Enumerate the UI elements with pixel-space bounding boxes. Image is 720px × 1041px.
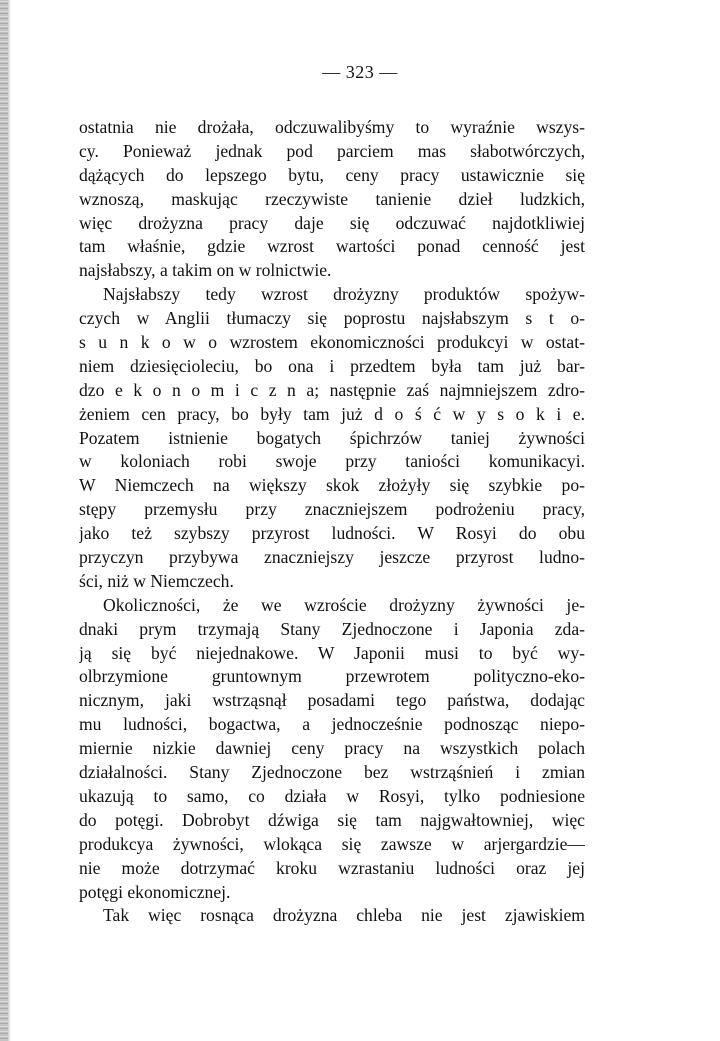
text-line: Pozatem istnienie bogatych śpichrzów taniej żywności xyxy=(79,427,585,448)
text-line: ją się być niejednakowe. W Japonii musi to być wy- xyxy=(79,642,585,663)
text-line: olbrzymione gruntownym przewrotem polityczno-eko- xyxy=(79,666,585,687)
text-line: stępy przemysłu przy znaczniejszem podrożeniu pracy, xyxy=(79,499,585,520)
text-line: czych w Anglii tłumaczy się poprostu najsłabszym s t o- xyxy=(79,308,585,329)
text-line: ostatnia nie drożała, odczuwalibyśmy to wyraźnie wszys- xyxy=(79,117,585,137)
text-line: do potęgi. Dobrobyt dźwiga się tam najgwałtowniej, więc xyxy=(79,809,585,830)
book-spine-edge xyxy=(0,0,8,1041)
text-line: produkcya żywności, wlokąca się zawsze w arjergardzie— xyxy=(79,833,585,854)
text-line: nie może dotrzymać kroku wzrastaniu ludności oraz jej xyxy=(79,857,585,878)
body-text xyxy=(79,116,585,928)
text-line: żeniem cen pracy, bo były tam już d o ś ć w y s o k i e. xyxy=(79,403,585,424)
text-line: W Niemczech na większy skok złożyły się szybkie po- xyxy=(79,475,585,496)
text-line: cy. Ponieważ jednak pod parciem mas słabotwórczych, xyxy=(79,140,585,161)
page-number: — 323 — xyxy=(322,62,398,82)
spine-shadow xyxy=(8,0,11,1041)
text-line: Najsłabszy tedy wzrost drożyzny produktów spożyw- xyxy=(103,284,585,305)
text-line: niem dziesięcioleciu, bo ona i przedtem była tam już bar- xyxy=(79,355,585,376)
text-line: przyczyn przybywa znaczniejszy jeszcze przyrost ludno- xyxy=(79,547,585,568)
text-line: wznoszą, maskując rzeczywiste tanienie dzieł ludzkich, xyxy=(79,188,585,209)
text-line: najsłabszy, a takim on w rolnictwie. xyxy=(79,260,332,281)
text-line: działalności. Stany Zjednoczone bez wstrząśnień i zmian xyxy=(79,762,585,783)
text-line: ukazują to samo, co działa w Rosyi, tylko podniesione xyxy=(79,785,585,806)
text-line: więc drożyzna pracy daje się odczuwać najdotkliwiej xyxy=(79,212,585,233)
text-line: nicznym, jaki wstrząsnął posadami tego państwa, dodając xyxy=(79,690,585,711)
text-line: Tak więc rosnąca drożyzna chleba nie jest zjawiskiem xyxy=(103,905,585,926)
text-line: miernie nizkie dawniej ceny pracy na wszystkich polach xyxy=(79,738,585,759)
text-line: dzo e k o n o m i c z n a; następnie zaś najmniejszem zdro- xyxy=(79,379,585,400)
text-line: mu ludności, bogactwa, a jednocześnie podnosząc niepo- xyxy=(79,714,585,735)
text-line: potęgi ekonomicznej. xyxy=(79,881,231,902)
text-line: Okoliczności, że we wzroście drożyzny żywności je- xyxy=(103,594,585,615)
text-line: dążących do lepszego bytu, ceny pracy ustawicznie się xyxy=(79,164,585,185)
text-line: w koloniach robi swoje przy taniości komunikacyi. xyxy=(79,451,585,472)
text-line: ści, niż w Niemczech. xyxy=(79,570,234,591)
text-line: s u n k o w o wzrostem ekonomiczności produkcyi w ostat- xyxy=(79,332,585,353)
text-line: dnaki prym trzymają Stany Zjednoczone i Japonia zda- xyxy=(79,618,585,639)
text-line: jako też szybszy przyrost ludności. W Rosyi do obu xyxy=(79,523,585,544)
text-line: tam właśnie, gdzie wzrost wartości ponad cenność jest xyxy=(79,236,585,257)
